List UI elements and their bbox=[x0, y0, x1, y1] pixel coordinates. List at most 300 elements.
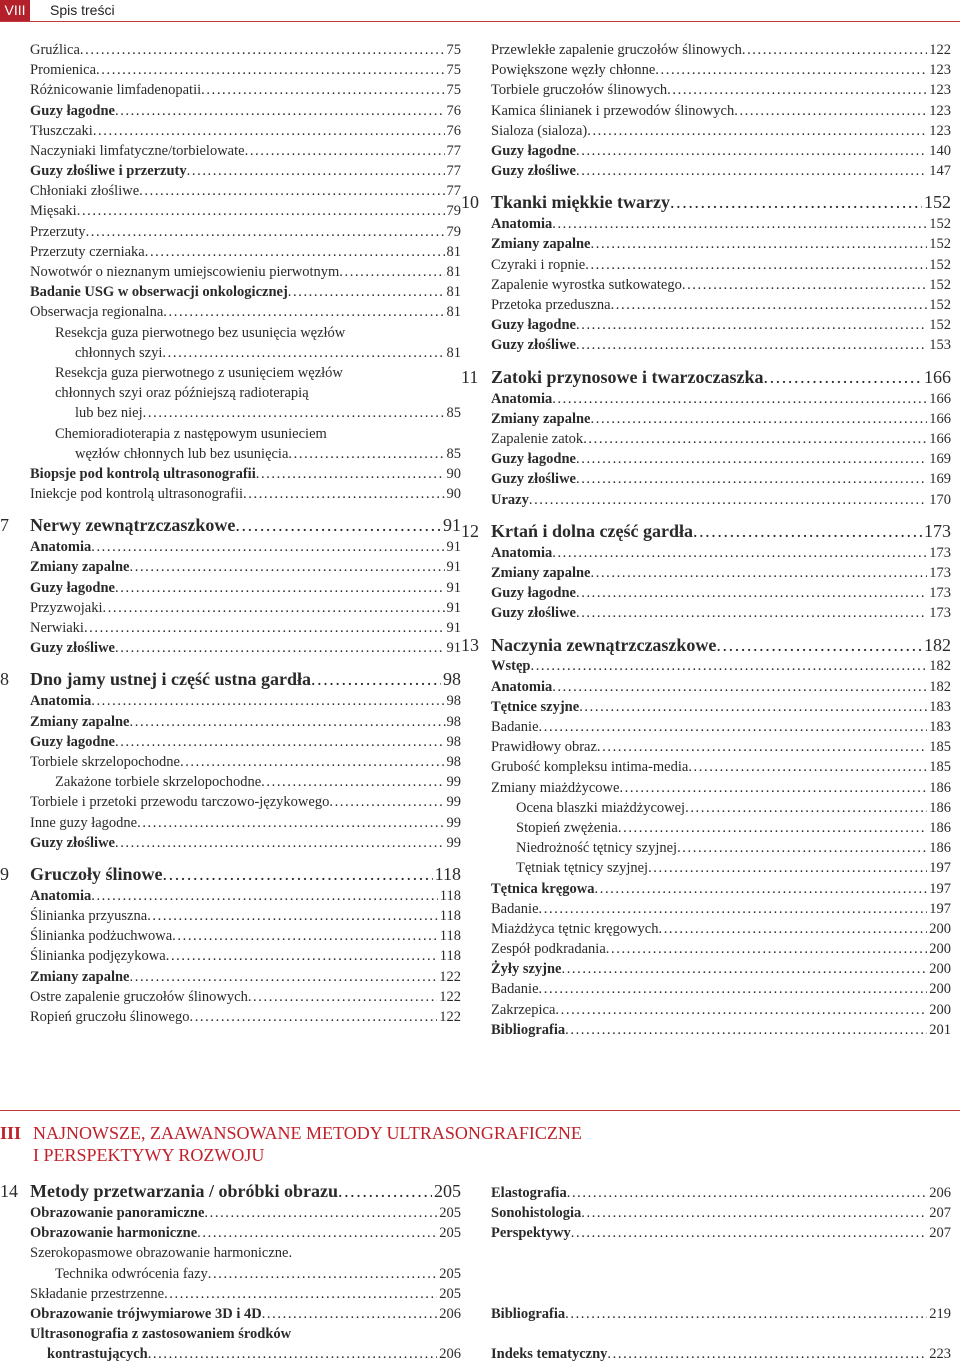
toc-page-number: 118 bbox=[439, 887, 461, 904]
toc-entry-title: Inne guzy łagodne bbox=[30, 814, 138, 831]
toc-page-number: 152 bbox=[929, 236, 951, 253]
toc-page-number: 91 bbox=[446, 620, 461, 637]
dot-leader bbox=[162, 343, 444, 363]
toc-entry-title: Przerzuty czerniaka bbox=[30, 243, 145, 260]
toc-page-number: 147 bbox=[929, 163, 951, 180]
toc-entry-title: Indeks tematyczny bbox=[491, 1345, 608, 1362]
toc-entry-title: Iniekcje pod kontrolą ultrasonografii bbox=[30, 486, 244, 503]
dot-leader bbox=[611, 295, 928, 315]
dot-leader bbox=[163, 863, 433, 886]
chapter-title: Metody przetwarzania / obróbki obrazu bbox=[30, 1181, 338, 1201]
toc-page-number: 123 bbox=[929, 82, 951, 99]
dot-leader bbox=[655, 60, 927, 80]
toc-page-number: 166 bbox=[924, 366, 951, 387]
dot-leader bbox=[583, 429, 927, 449]
dot-leader bbox=[742, 40, 927, 60]
chapter-entry bbox=[461, 366, 951, 389]
toc-entry bbox=[491, 583, 951, 603]
spacer bbox=[491, 624, 951, 634]
toc-entry bbox=[30, 833, 461, 853]
toc-page-number: 200 bbox=[929, 920, 951, 937]
toc-entry bbox=[30, 403, 461, 423]
toc-entry bbox=[30, 537, 461, 557]
dot-leader bbox=[256, 464, 445, 484]
dot-leader bbox=[262, 1304, 438, 1324]
toc-entry-title: Ślinianka podjęzykowa bbox=[30, 948, 166, 965]
toc-page-number: 207 bbox=[929, 1225, 951, 1242]
dot-leader bbox=[571, 1223, 928, 1243]
toc-entry-title: Guzy złośliwe bbox=[491, 605, 576, 622]
dot-leader bbox=[189, 1007, 437, 1027]
dot-leader bbox=[539, 899, 928, 919]
toc-page-number: 200 bbox=[929, 1001, 951, 1018]
toc-entry-title: Bibliografia bbox=[491, 1305, 566, 1322]
section-rule bbox=[0, 1110, 960, 1111]
page-number-badge: VIII bbox=[0, 0, 30, 21]
toc-entry bbox=[491, 295, 951, 315]
dot-leader bbox=[591, 563, 928, 583]
toc-entry bbox=[30, 578, 461, 598]
chapter-title: Zatoki przynosowe i twarzoczaszka bbox=[491, 366, 764, 387]
toc-entry bbox=[0, 1223, 461, 1243]
toc-entry-title: Przyzwojaki bbox=[30, 599, 103, 616]
dot-leader bbox=[130, 967, 438, 987]
toc-entry bbox=[491, 939, 951, 959]
toc-page-number: 123 bbox=[929, 62, 951, 79]
toc-entry bbox=[491, 121, 951, 141]
toc-entry bbox=[491, 235, 951, 255]
toc-page-number: 169 bbox=[929, 451, 951, 468]
toc-page-number: 197 bbox=[929, 900, 951, 917]
chapter-title: Gruczoły ślinowe bbox=[30, 863, 163, 884]
toc-entry-title: Stopień zwężenia bbox=[516, 819, 618, 836]
toc-page-number: 76 bbox=[446, 102, 461, 119]
toc-entry-title: Anatomia bbox=[491, 216, 553, 233]
dot-leader bbox=[77, 202, 445, 222]
toc-entry bbox=[491, 899, 951, 919]
dot-leader bbox=[208, 1264, 437, 1284]
toc-page-number: 77 bbox=[446, 183, 461, 200]
dot-leader bbox=[685, 798, 927, 818]
toc-entry-title: Obrazowanie trójwymiarowe 3D i 4D bbox=[30, 1305, 262, 1322]
dot-leader bbox=[311, 668, 441, 691]
toc-entry bbox=[30, 906, 461, 926]
toc-entry-title: Zapalenie wyrostka sutkowatego bbox=[491, 276, 682, 293]
toc-page-number: 122 bbox=[439, 988, 461, 1005]
dot-leader bbox=[91, 691, 444, 711]
toc-entry-title: Zmiany zapalne bbox=[30, 559, 130, 576]
spacer bbox=[491, 1284, 951, 1294]
dot-leader bbox=[567, 1183, 928, 1203]
chapter-number: 14 bbox=[0, 1181, 18, 1201]
dot-leader bbox=[115, 638, 445, 658]
toc-entry bbox=[491, 275, 951, 295]
dot-leader bbox=[693, 520, 922, 543]
toc-entry-title: Zakrzepica bbox=[491, 1001, 556, 1018]
dot-leader bbox=[539, 980, 928, 1000]
toc-entry-title: Zmiany zapalne bbox=[30, 713, 130, 730]
toc-entry-title: Torbiele gruczołów ślinowych bbox=[491, 82, 668, 99]
dot-leader bbox=[102, 598, 444, 618]
toc-page-number: 123 bbox=[929, 102, 951, 119]
toc-entry-title: Ropień gruczołu ślinowego bbox=[30, 1009, 190, 1026]
toc-entry-continued-line: Ultrasonografia z zastosowaniem środków bbox=[30, 1326, 292, 1343]
toc-entry-title: Grubość kompleksu intima-media bbox=[491, 759, 689, 776]
toc-page-number: 79 bbox=[446, 223, 461, 240]
toc-entry bbox=[491, 449, 951, 469]
toc-page-number: 75 bbox=[446, 62, 461, 79]
toc-entry bbox=[30, 282, 461, 302]
toc-entry-title: Wstęp bbox=[491, 658, 531, 675]
chapter-title: Dno jamy ustnej i część ustna gardła bbox=[30, 669, 311, 690]
toc-entry-title: Guzy złośliwe bbox=[491, 163, 576, 180]
toc-entry bbox=[30, 80, 461, 100]
toc-entry bbox=[30, 262, 461, 282]
toc-page-number: 182 bbox=[929, 678, 951, 695]
toc-page-number: 152 bbox=[929, 297, 951, 314]
chapter-title: Tkanki miękkie twarzy bbox=[491, 192, 671, 213]
dot-leader bbox=[288, 282, 445, 302]
toc-page-number: 197 bbox=[929, 860, 951, 877]
toc-page-number: 91 bbox=[443, 515, 461, 536]
toc-entry-title: Promienica bbox=[30, 62, 97, 79]
toc-page-number: 205 bbox=[439, 1285, 461, 1302]
toc-entry-title: Anatomia bbox=[491, 678, 553, 695]
section-heading bbox=[0, 1122, 582, 1166]
spacer bbox=[491, 510, 951, 520]
spacer bbox=[30, 658, 461, 668]
dot-leader bbox=[91, 886, 438, 906]
toc-entry-title: Sialoza (sialoza) bbox=[491, 122, 588, 139]
toc-page-number: 166 bbox=[929, 430, 951, 447]
toc-bottom-right-column bbox=[491, 1183, 951, 1364]
toc-page-number: 99 bbox=[446, 774, 461, 791]
toc-page-number: 200 bbox=[929, 961, 951, 978]
toc-entry-title: Anatomia bbox=[491, 544, 553, 561]
dot-leader bbox=[576, 449, 927, 469]
dot-leader bbox=[597, 737, 927, 757]
toc-entry bbox=[30, 444, 461, 464]
toc-entry-title: Badanie bbox=[491, 900, 539, 917]
toc-entry-title: Żyły szyjne bbox=[491, 961, 562, 978]
dot-leader bbox=[576, 603, 927, 623]
toc-page-number: 81 bbox=[446, 284, 461, 301]
chapter-entry bbox=[0, 514, 461, 537]
dot-leader bbox=[145, 242, 445, 262]
toc-entry bbox=[30, 222, 461, 242]
toc-entry bbox=[491, 214, 951, 234]
toc-entry-title: Tętnica kręgowa bbox=[491, 880, 595, 897]
toc-page-number: 91 bbox=[446, 579, 461, 596]
toc-entry bbox=[491, 315, 951, 335]
dot-leader bbox=[261, 772, 444, 792]
chapter-entry bbox=[0, 668, 461, 691]
dot-leader bbox=[539, 717, 928, 737]
toc-entry bbox=[491, 838, 951, 858]
toc-entry bbox=[0, 1203, 461, 1223]
toc-entry bbox=[491, 818, 951, 838]
dot-leader bbox=[197, 1223, 437, 1243]
toc-entry-title: Zmiany miażdżycowe bbox=[491, 779, 620, 796]
toc-entry bbox=[30, 618, 461, 638]
toc-entry bbox=[491, 959, 951, 979]
chapter-entry bbox=[0, 863, 461, 886]
toc-entry-title: Guzy łagodne bbox=[30, 733, 115, 750]
dot-leader bbox=[581, 1203, 927, 1223]
toc-entry bbox=[30, 141, 461, 161]
toc-entry-title: Sonohistologia bbox=[491, 1205, 582, 1222]
toc-left-column bbox=[0, 40, 461, 1027]
toc-entry bbox=[30, 987, 461, 1007]
toc-entry-title: Torbiele skrzelopochodne bbox=[30, 753, 180, 770]
toc-entry-continued-line: Chemioradioterapia z następowym usunieciem bbox=[55, 425, 327, 442]
toc-page-number: 182 bbox=[924, 634, 951, 655]
dot-leader bbox=[552, 543, 927, 563]
toc-page-number: 118 bbox=[439, 948, 461, 965]
dot-leader bbox=[115, 101, 445, 121]
spacer bbox=[30, 504, 461, 514]
dot-leader bbox=[139, 181, 444, 201]
toc-page-number: 81 bbox=[446, 304, 461, 321]
dot-leader bbox=[148, 1344, 438, 1364]
toc-entry-title: Powiększone węzły chłonne bbox=[491, 62, 656, 79]
dot-leader bbox=[607, 1344, 927, 1364]
toc-page-number: 206 bbox=[439, 1305, 461, 1322]
toc-page-number: 207 bbox=[929, 1205, 951, 1222]
spacer bbox=[491, 1254, 951, 1264]
toc-page-number: 118 bbox=[439, 908, 461, 925]
dot-leader bbox=[552, 389, 927, 409]
toc-entry bbox=[491, 1183, 951, 1203]
dot-leader bbox=[86, 222, 445, 242]
toc-entry bbox=[30, 638, 461, 658]
dot-leader bbox=[164, 1284, 437, 1304]
dot-leader bbox=[130, 712, 441, 732]
toc-page-number: 186 bbox=[929, 799, 951, 816]
toc-page-number: 173 bbox=[929, 564, 951, 581]
chapter-entry bbox=[461, 520, 951, 543]
dot-leader bbox=[166, 947, 438, 967]
chapter-entry bbox=[0, 1180, 461, 1203]
toc-entry-title: Przetoka przeduszna bbox=[491, 297, 611, 314]
toc-page-number: 140 bbox=[929, 142, 951, 159]
toc-entry-title: Zespół podkradania bbox=[491, 941, 606, 958]
dot-leader bbox=[595, 879, 928, 899]
toc-page-number: 152 bbox=[929, 276, 951, 293]
toc-entry-title: Guzy łagodne bbox=[30, 579, 115, 596]
toc-entry bbox=[30, 464, 461, 484]
toc-entry-title: Guzy złośliwe bbox=[491, 337, 576, 354]
toc-page-number: 98 bbox=[446, 733, 461, 750]
toc-entry-title: Tętnice szyjne bbox=[491, 698, 580, 715]
toc-page-number: 90 bbox=[446, 486, 461, 503]
dot-leader bbox=[115, 578, 445, 598]
toc-page-number: 91 bbox=[446, 539, 461, 556]
dot-leader bbox=[329, 792, 444, 812]
toc-page-number: 186 bbox=[929, 840, 951, 857]
toc-entry-title: Zmiany zapalne bbox=[491, 410, 591, 427]
toc-page-number: 118 bbox=[434, 863, 461, 884]
dot-leader bbox=[619, 778, 927, 798]
toc-page-number: 197 bbox=[929, 880, 951, 897]
toc-entry bbox=[30, 302, 461, 322]
dot-leader bbox=[561, 959, 927, 979]
toc-page-number: 75 bbox=[446, 41, 461, 58]
toc-page-number: 170 bbox=[929, 491, 951, 508]
toc-text-line: Szerokopasmowe obrazowanie harmoniczne. bbox=[30, 1245, 293, 1262]
section-number: III bbox=[0, 1123, 22, 1143]
toc-entry bbox=[491, 657, 951, 677]
dot-leader bbox=[648, 858, 927, 878]
dot-leader bbox=[288, 444, 444, 464]
toc-entry bbox=[30, 947, 461, 967]
toc-entry-title: Mięsaki bbox=[30, 203, 77, 220]
toc-entry-title: Tłuszczaki bbox=[30, 122, 93, 139]
dot-leader bbox=[618, 818, 927, 838]
toc-page-number: 76 bbox=[446, 122, 461, 139]
dot-leader bbox=[555, 1000, 927, 1020]
toc-entry bbox=[0, 1284, 461, 1304]
toc-page-number: 152 bbox=[929, 216, 951, 233]
spacer bbox=[491, 1324, 951, 1334]
toc-entry bbox=[30, 484, 461, 504]
toc-entry-continued-line: Resekcja guza pierwotnego bez usunięcia węzłów bbox=[55, 324, 346, 341]
chapter-title: Naczynia zewnątrzczaszkowe bbox=[491, 634, 717, 655]
dot-leader bbox=[565, 1304, 927, 1324]
dot-leader bbox=[339, 262, 444, 282]
toc-page-number: 185 bbox=[929, 739, 951, 756]
dot-leader bbox=[565, 1020, 927, 1040]
toc-page-number: 152 bbox=[924, 192, 951, 213]
toc-entry-title: Badanie bbox=[491, 981, 539, 998]
toc-page-number: 90 bbox=[446, 465, 461, 482]
toc-entry bbox=[30, 1007, 461, 1027]
toc-entry bbox=[491, 101, 951, 121]
toc-entry bbox=[491, 757, 951, 777]
toc-entry-title: Bibliografia bbox=[491, 1021, 566, 1038]
toc-entry bbox=[491, 717, 951, 737]
toc-page-number: 122 bbox=[439, 1009, 461, 1026]
dot-leader bbox=[130, 558, 445, 578]
toc-page-number: 173 bbox=[929, 544, 951, 561]
dot-leader bbox=[243, 484, 444, 504]
dot-leader bbox=[734, 101, 927, 121]
toc-entry-title: Prawidłowy obraz bbox=[491, 739, 597, 756]
toc-entry bbox=[491, 778, 951, 798]
toc-entry bbox=[491, 429, 951, 449]
toc-entry bbox=[30, 752, 461, 772]
dot-leader bbox=[667, 80, 927, 100]
toc-entry-title: Badanie USG w obserwacji onkologicznej bbox=[30, 284, 288, 301]
toc-entry-title: Przewlekłe zapalenie gruczołów ślinowych bbox=[491, 41, 742, 58]
toc-entry-title: Ślinianka podżuchwowa bbox=[30, 928, 173, 945]
page-header-title: Spis treści bbox=[50, 2, 115, 18]
toc-entry-title: Obserwacja regionalna bbox=[30, 304, 164, 321]
toc-page-number: 91 bbox=[446, 640, 461, 657]
chapter-number: 8 bbox=[0, 669, 9, 690]
dot-leader bbox=[552, 677, 927, 697]
toc-entry bbox=[491, 255, 951, 275]
toc-page-number: 98 bbox=[446, 693, 461, 710]
toc-entry bbox=[491, 1344, 951, 1364]
header-rule bbox=[0, 21, 960, 22]
toc-page-number: 183 bbox=[929, 698, 951, 715]
toc-page-number: 99 bbox=[446, 814, 461, 831]
dot-leader bbox=[93, 121, 445, 141]
toc-entry bbox=[491, 389, 951, 409]
toc-entry bbox=[30, 813, 461, 833]
toc-entry bbox=[30, 772, 461, 792]
section-title-line1: NAJNOWSZE, ZAAWANSOWANE METODY ULTRASONGRAFICZNE bbox=[33, 1123, 582, 1143]
dot-leader bbox=[688, 757, 927, 777]
toc-page-number: 173 bbox=[929, 605, 951, 622]
dot-leader bbox=[163, 302, 444, 322]
chapter-number: 12 bbox=[461, 520, 479, 541]
toc-entry-title: Ocena blaszki miażdżycowej bbox=[516, 799, 686, 816]
toc-page-number: 205 bbox=[439, 1265, 461, 1282]
toc-entry bbox=[0, 1264, 461, 1284]
toc-entry bbox=[491, 141, 951, 161]
toc-entry-title: Perspektywy bbox=[491, 1225, 571, 1242]
toc-page-number: 173 bbox=[924, 520, 951, 541]
toc-page-number: 166 bbox=[929, 410, 951, 427]
toc-entry bbox=[491, 879, 951, 899]
toc-entry bbox=[30, 691, 461, 711]
toc-page-number: 98 bbox=[443, 669, 461, 690]
toc-entry-title: Anatomia bbox=[30, 539, 92, 556]
toc-entry bbox=[491, 80, 951, 100]
toc-page-number: 201 bbox=[929, 1021, 951, 1038]
toc-entry-title: Anatomia bbox=[30, 693, 92, 710]
toc-entry-title: Badanie bbox=[491, 719, 539, 736]
dot-leader bbox=[530, 657, 927, 677]
chapter-entry bbox=[461, 634, 951, 657]
dot-leader bbox=[585, 255, 927, 275]
toc-page-number: 173 bbox=[929, 585, 951, 602]
spacer bbox=[491, 1264, 951, 1274]
chapter-number: 9 bbox=[0, 863, 9, 884]
toc-entry bbox=[30, 967, 461, 987]
dot-leader bbox=[606, 939, 927, 959]
toc-entry bbox=[491, 1203, 951, 1223]
dot-leader bbox=[716, 634, 922, 657]
toc-bottom-left-column bbox=[0, 1180, 461, 1365]
toc-entry-title: Obrazowanie panoramiczne bbox=[30, 1204, 205, 1221]
toc-entry-continued-line: Resekcja guza pierwotnego z usunięciem węzłów bbox=[55, 365, 343, 381]
chapter-entry bbox=[461, 191, 951, 214]
toc-page-number: 118 bbox=[439, 928, 461, 945]
toc-page-number: 77 bbox=[446, 142, 461, 159]
toc-entry bbox=[491, 40, 951, 60]
dot-leader bbox=[658, 919, 927, 939]
toc-entry bbox=[30, 712, 461, 732]
toc-entry-title: Anatomia bbox=[30, 887, 92, 904]
toc-entry bbox=[491, 798, 951, 818]
toc-entry-title: węzłów chłonnych lub bez usunięcia bbox=[75, 445, 289, 462]
dot-leader bbox=[115, 833, 445, 853]
toc-entry-title: Tętniak tętnicy szyjnej bbox=[516, 860, 649, 877]
toc-page-number: 91 bbox=[446, 559, 461, 576]
dot-leader bbox=[147, 906, 438, 926]
toc-entry-title: Nowotwór o nieznanym umiejscowieniu pierwotnym bbox=[30, 264, 340, 281]
toc-page-number: 205 bbox=[434, 1181, 461, 1201]
dot-leader bbox=[235, 514, 441, 537]
toc-entry bbox=[491, 563, 951, 583]
toc-entry-title: Torbiele i przetoki przewodu tarczowo-językowego bbox=[30, 794, 330, 811]
toc-entry bbox=[30, 121, 461, 141]
toc-entry-title: Guzy złośliwe bbox=[30, 640, 115, 657]
toc-entry bbox=[0, 1304, 461, 1324]
